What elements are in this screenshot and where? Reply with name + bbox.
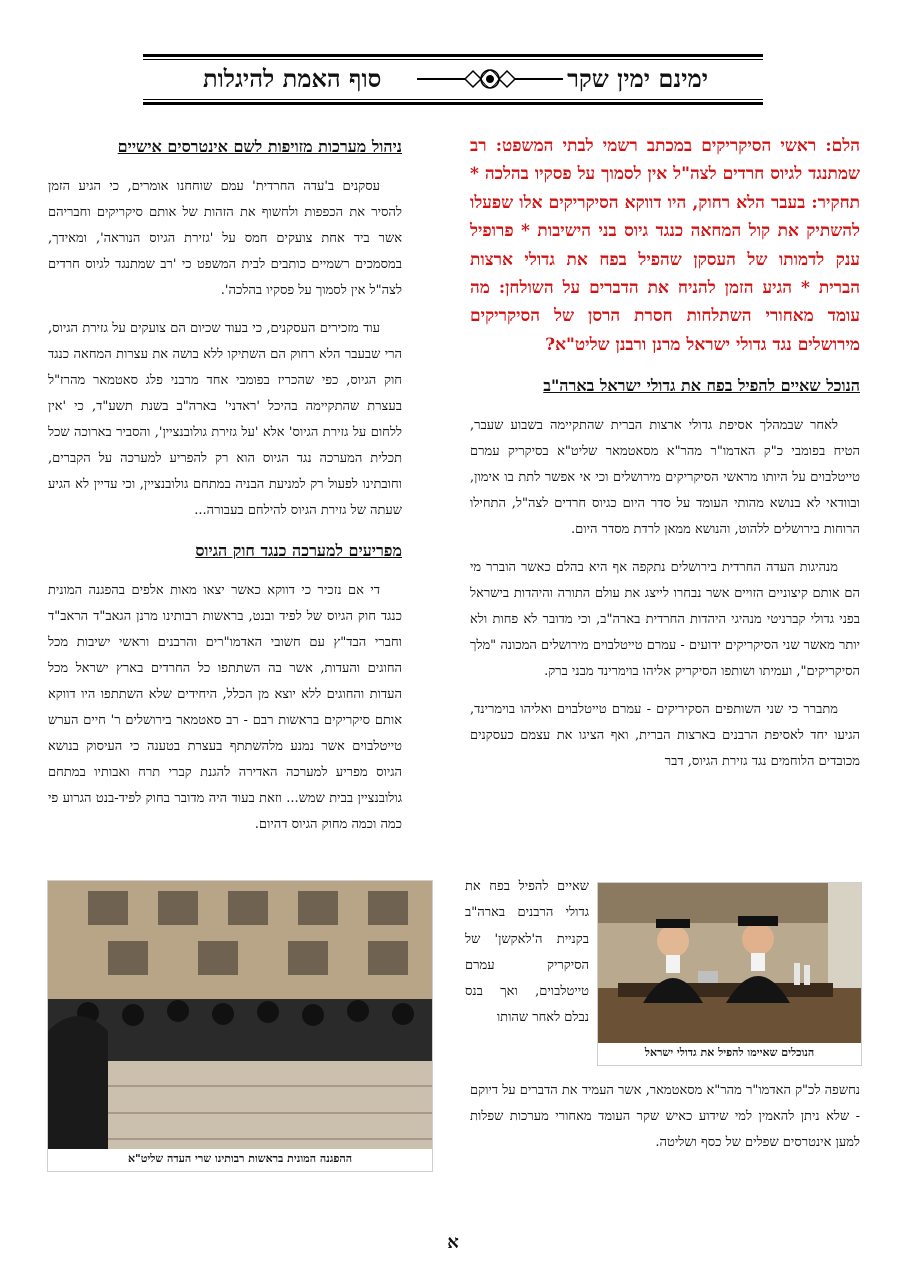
left-paragraph-3: די אם נזכיר כי דווקא כאשר יצאו מאות אלפים בהפגנה המונית כנגד חוק הגיוס של לפיד ובנט, בראשות רבותינו מרנן הגאב"ד הראב"ד וחברי הבד"ץ עם חשובי האדמו"רים והרבנים וראשי ישיבות מכל החוגים והעדות, אשר בה השתתפו כל החרדים בארץ ישראל מכל העדות והחוגים ללא יוצא מן הכלל, היחידים שלא השתתפו היו דווקא אותם סיקריקים בראשות רבם - רב סאטמאר בירושלים ר' חיים הערש טייטלבוים אשר נמנע מלהשתתף בעצרת בטענה כי העיסוק בנושא הגיוס מפריע למערכה האדירה להגנת קברי תרח ואבותיו במתחם גולובנציין בבית שמש... וזאת בעוד היה מדובר בחוק לפיד-בנט הגרוע פי כמה וכמה מחוק הגיוס דהיום. — [48, 583, 402, 832]
page-header — [143, 54, 763, 106]
right-paragraph-1: לאחר שבמהלך אסיפת גדולי ארצות הברית שהתקיימה בשבוע שעבר, הטיח בפומבי כ"ק האדמו"ר מהר"א מסאטמאר שליט"א בסיקריק עמרם טייטלבוים על היותו מראשי הסיקריקים מירושלים וכי אי אפשר לתת בו אימון, ובוודאי לא בנושא מהותי העומד על סדר היום כגיוס חרדים לצה"ל, התחילו הרוחות בירושלים ללהוט, והנושא ממאן לרדת מסדר היום. — [470, 418, 860, 538]
left-heading: ניהול מערכות מזויפות לשם אינטרסים אישיים — [117, 137, 402, 156]
wrap-text — [465, 874, 589, 1032]
right-subheading: הנוכל שאיים להפיל בפח את גדולי ישראל בארה"ב — [543, 376, 860, 396]
header-rule-bottom-thin — [143, 99, 763, 100]
left-paragraph-1: עסקנים ב'עדה החרדית' עמם שוחחנו אומרים, כי הגיע הזמן להסיר את הכפפות ולחשוף את הזהות של אותם סיקריקים וחבריהם אשר ביד אחת צועקים חמס על 'גזירת הגיוס הנוראה', ומאידך, במסמכים רשמיים כותבים לבית המשפט כי 'רב שמתנגד לגיוס חרדים לצה"ל אין לסמוך על פסקיו בהלכה'. — [48, 179, 402, 298]
header-rule-top-thin — [143, 59, 763, 60]
left-column — [48, 132, 402, 850]
header-rule-bottom — [143, 102, 763, 105]
figure-left — [47, 880, 433, 1172]
ornament-divider-icon — [415, 66, 565, 92]
right-paragraph-3: מתברר כי שני השותפים הסקיריקים - עמרם טייטלבוים ואליהו בוימרינד, הגיעו יחד לאסיפת הרבנים בארצות הברית, ואף הציגו את עצמם כעסקנים מכובדים הלוחמים נגד גזירת הגיוס, דבר — [470, 702, 860, 770]
right-column — [470, 132, 860, 787]
left-subheading: מפריעים למערכה כנגד חוק הגיוס — [195, 541, 402, 560]
header-title-left: סוף האמת להיגלות — [203, 64, 382, 93]
wrap-paragraph: שאיים להפיל בפח את גדולי הרבנים בארה"ב בקניית ה'לאקשן' של הסיקריק עמרם טייטלבוים, ואך בנס נבלם לאחר שהותו — [465, 879, 589, 1026]
header-title-right: ימינם ימין שקר — [567, 64, 708, 93]
lead-headline: הלם: ראשי הסיקריקים במכתב רשמי לבתי המשפט: רב שמתנגד לגיוס חרדים לצה"ל אין לסמוך על פסקיו בהלכה * תחקיר: בעבר הלא רחוק, היו דווקא הסיקריקים אלו שפעלו להשתיק את קול המחאה כנגד גיוס בני הישיבות * פרופיל ענק לדמותו של העסקן שהפיל בפח את גדולי ארצות הברית * הגיע הזמן להניח את הדברים על השולחן: מה עומד מאחורי השתלחות חסרת הרסן של הסיקריקים מירושלים נגד גדולי ישראל מרנן ורבנן שליט"א? — [470, 136, 860, 355]
right-paragraph-4: נחשפה לכ"ק האדמו"ר מהר"א מסאטמאר, אשר העמיד את הדברים על דיוקם - שלא ניתן להאמין למי שידוע כאיש שקר העומד מאחורי מערכות שפלות למען אינטרסים שפלים של כסף ושליטה. — [470, 1083, 860, 1150]
right-continuation — [470, 1078, 860, 1156]
caption-left: ההפגנה המונית בראשות רבותינו שרי העדה שליט"א — [127, 1152, 353, 1165]
page-number: א — [447, 1232, 459, 1253]
photo-panel-speakers — [598, 883, 861, 1043]
caption-right: הנוכלים שאיימו להפיל את גדולי ישראל — [644, 1046, 815, 1059]
figure-right — [597, 882, 862, 1066]
right-paragraph-2: מנהיגות העדה החרדית בירושלים נתקפה אף היא בהלם כאשר הוברר מי הם אותם קיצוניים הזויים אשר נבחרו לייצג את עולם התורה והיהדות בישראל בפני גדולי קברניטי מנהיגי היהדות החרדית בארה"ב, וכי מדובר לא פחות ולא יותר מאשר שני הסיקריקים ידועים - עמרם טייטלבוים מירושלים המכונה "מלך הסיקריקים", ועמיתו ושותפו הסיקריק אליהו בוימרינד מבני ברק. — [470, 560, 860, 680]
photo-panel-rally — [48, 881, 432, 1149]
header-rule-top — [143, 54, 763, 57]
left-paragraph-2: עוד מזכירים העסקנים, כי בעוד שכיום הם צועקים על גזירת הגיוס, הרי שבעבר הלא רחוק הם השתיקו ללא בושה את עצרות המחאה כנגד חוק הגיוס, כפי שהכריז בפומבי אחד מרבני פלג סאטמאר מהרז"ל בעצרת שהתקיימה בהיכל 'ראדני' בארה"ב בשנת תשע"ד, כי 'אין ללחום על גזירת הגיוס' אלא 'על גזירת גולובנציין', והסביר בארוכה שכל תכלית המערכה נגד הגיוס הוא רק להפריע למערכה על הקברים, וחובתינו לפעול רק למניעת הבניה במתחם גולובנציין, וכי עדיין לא הגיע שעתה של גזירת הגיוס להילחם בעבורה... — [48, 321, 402, 518]
